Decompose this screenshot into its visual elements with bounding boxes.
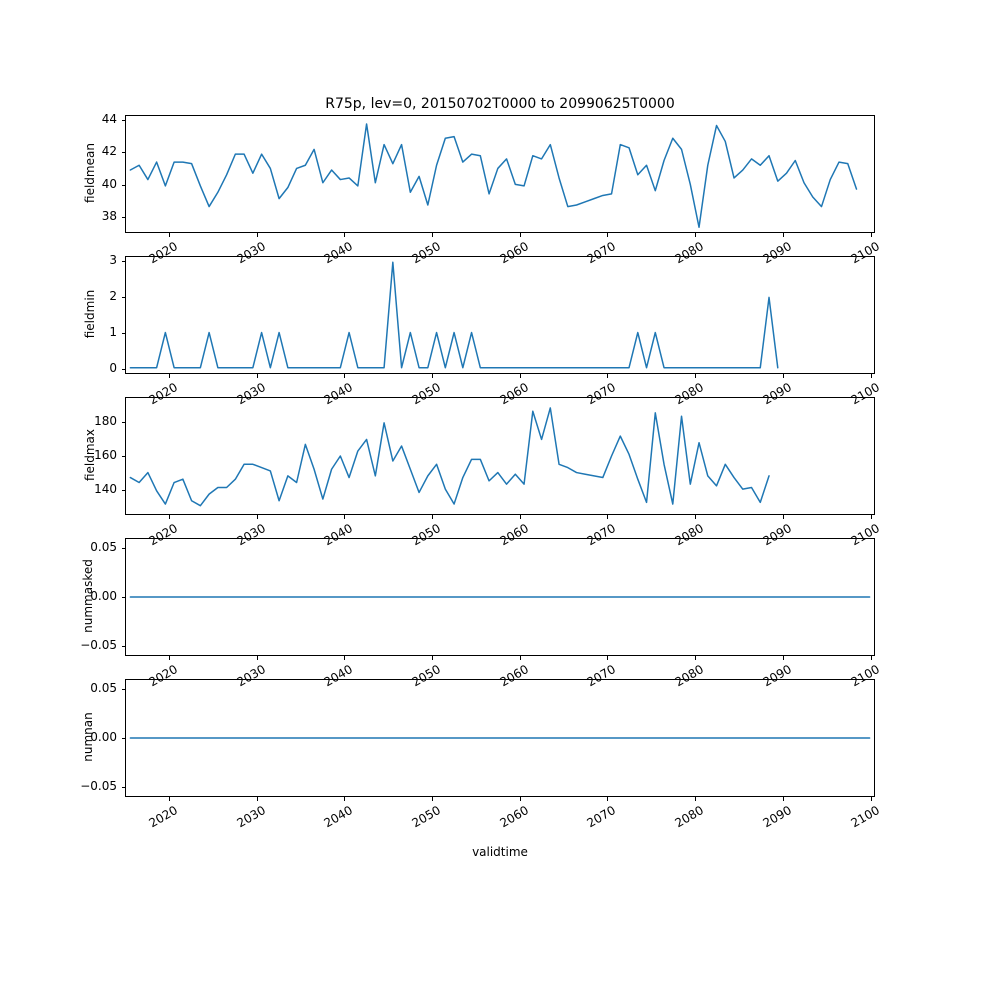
xtick-mark — [169, 233, 170, 237]
xtick-label: 2100 — [848, 662, 882, 690]
xtick-mark — [257, 374, 258, 378]
ytick-mark — [122, 597, 126, 598]
ytick-label-fieldmean: 38 — [101, 208, 117, 223]
ytick-mark — [122, 456, 126, 457]
ytick-mark — [122, 490, 126, 491]
xtick-mark — [607, 797, 608, 801]
xtick-label: 2060 — [497, 803, 531, 831]
xtick-label: 2020 — [146, 662, 180, 690]
xtick-mark — [344, 656, 345, 660]
ytick-mark — [122, 261, 126, 262]
xtick-mark — [695, 374, 696, 378]
ytick-label-fieldmax: 140 — [94, 481, 117, 496]
ylabel-fieldmean: fieldmean — [83, 143, 97, 203]
ytick-label-fieldmean: 42 — [101, 144, 117, 159]
ytick-label-nummasked: 0.05 — [90, 539, 117, 554]
xtick-label: 2050 — [409, 239, 444, 267]
xtick-mark — [607, 656, 608, 660]
xtick-mark — [871, 797, 872, 801]
ytick-label-numnan: −0.05 — [80, 779, 117, 794]
ytick-mark — [122, 152, 126, 153]
xtick-mark — [169, 656, 170, 660]
xtick-mark — [257, 233, 258, 237]
subplot-nummasked — [125, 538, 875, 656]
xtick-label: 2040 — [321, 380, 356, 408]
xtick-label: 2070 — [584, 662, 619, 690]
xtick-label: 2060 — [497, 239, 531, 267]
ytick-mark — [122, 646, 126, 647]
xtick-label: 2070 — [584, 239, 619, 267]
ylabel-fieldmax: fieldmax — [83, 428, 97, 482]
xtick-mark — [432, 374, 433, 378]
ytick-label-numnan: 0.05 — [90, 680, 117, 695]
xtick-mark — [607, 374, 608, 378]
ytick-mark — [122, 422, 126, 423]
xtick-mark — [783, 656, 784, 660]
xtick-label: 2020 — [146, 803, 180, 831]
ytick-mark — [122, 120, 126, 121]
xtick-mark — [695, 233, 696, 237]
ytick-label-fieldmin: 0 — [109, 360, 117, 375]
xtick-mark — [607, 233, 608, 237]
ytick-mark — [122, 333, 126, 334]
xtick-label: 2070 — [584, 521, 619, 549]
xtick-mark — [871, 515, 872, 519]
xtick-mark — [169, 797, 170, 801]
series-line-fieldmax — [130, 408, 769, 506]
xtick-label: 2080 — [672, 662, 707, 690]
xtick-label: 2020 — [146, 380, 180, 408]
xtick-mark — [871, 656, 872, 660]
xtick-mark — [520, 656, 521, 660]
xtick-mark — [520, 515, 521, 519]
subplot-numnan-plot — [126, 680, 874, 796]
xtick-mark — [695, 515, 696, 519]
xtick-label: 2080 — [672, 380, 707, 408]
xtick-label: 2050 — [409, 662, 444, 690]
xtick-label: 2060 — [497, 662, 531, 690]
xtick-label: 2070 — [584, 380, 619, 408]
xtick-mark — [432, 233, 433, 237]
xtick-label: 2030 — [234, 380, 268, 408]
xtick-label: 2090 — [760, 803, 794, 831]
subplot-fieldmax-plot — [126, 398, 874, 514]
xtick-label: 2050 — [409, 380, 444, 408]
xtick-mark — [257, 515, 258, 519]
xtick-label: 2020 — [146, 521, 180, 549]
xtick-mark — [695, 656, 696, 660]
chart-title: R75p, lev=0, 20150702T0000 to 20990625T0000 — [325, 96, 675, 112]
xtick-mark — [520, 233, 521, 237]
ylabel-nummasked: nummasked — [81, 559, 95, 633]
xtick-mark — [520, 374, 521, 378]
subplot-fieldmin — [125, 256, 875, 374]
xtick-mark — [783, 233, 784, 237]
xtick-mark — [871, 374, 872, 378]
xtick-label: 2080 — [672, 521, 707, 549]
ytick-mark — [122, 787, 126, 788]
xtick-label: 2090 — [760, 239, 794, 267]
xtick-mark — [695, 797, 696, 801]
ytick-mark — [122, 689, 126, 690]
xtick-mark — [257, 656, 258, 660]
xtick-mark — [169, 374, 170, 378]
ytick-mark — [122, 217, 126, 218]
xtick-label: 2090 — [760, 380, 794, 408]
xtick-label: 2030 — [234, 662, 268, 690]
xtick-label: 2020 — [146, 239, 180, 267]
xtick-label: 2040 — [321, 239, 356, 267]
ytick-label-fieldmean: 40 — [101, 176, 117, 191]
xtick-label: 2040 — [321, 662, 356, 690]
xtick-label: 2080 — [672, 239, 707, 267]
ytick-label-numnan: 0.00 — [90, 730, 117, 744]
ytick-label-fieldmin: 2 — [109, 289, 117, 304]
ytick-label-nummasked: −0.05 — [80, 638, 117, 653]
xtick-label: 2070 — [584, 803, 619, 831]
ytick-label-fieldmin: 1 — [109, 324, 117, 339]
subplot-fieldmax — [125, 397, 875, 515]
ytick-mark — [122, 548, 126, 549]
xtick-mark — [432, 515, 433, 519]
xtick-mark — [783, 797, 784, 801]
ytick-label-nummasked: 0.00 — [90, 589, 117, 603]
ytick-label-fieldmin: 3 — [109, 253, 117, 268]
xtick-mark — [783, 374, 784, 378]
subplot-numnan — [125, 679, 875, 797]
xtick-label: 2030 — [234, 521, 268, 549]
xtick-mark — [871, 233, 872, 237]
xtick-mark — [344, 233, 345, 237]
ylabel-numnan: numnan — [81, 712, 95, 762]
xtick-mark — [344, 515, 345, 519]
subplot-fieldmean-plot — [126, 116, 874, 232]
xtick-label: 2090 — [760, 521, 794, 549]
ytick-label-fieldmean: 44 — [101, 111, 117, 126]
xtick-label: 2060 — [497, 380, 531, 408]
xtick-label: 2100 — [848, 239, 882, 267]
xtick-label: 2030 — [234, 803, 268, 831]
xtick-label: 2030 — [234, 239, 268, 267]
ytick-mark — [122, 185, 126, 186]
ytick-label-fieldmax: 160 — [94, 448, 117, 462]
xtick-label: 2090 — [760, 662, 794, 690]
ytick-mark — [122, 369, 126, 370]
xtick-mark — [169, 515, 170, 519]
series-line-fieldmin — [130, 262, 777, 367]
xtick-label: 2040 — [321, 803, 356, 831]
xtick-mark — [783, 515, 784, 519]
xtick-label: 2040 — [321, 521, 356, 549]
subplot-fieldmean — [125, 115, 875, 233]
subplot-nummasked-plot — [126, 539, 874, 655]
xtick-label: 2050 — [409, 521, 444, 549]
xtick-label: 2060 — [497, 521, 531, 549]
xtick-mark — [432, 656, 433, 660]
xtick-label: 2050 — [409, 803, 444, 831]
xtick-label: 2100 — [848, 521, 882, 549]
xtick-mark — [432, 797, 433, 801]
subplot-fieldmin-plot — [126, 257, 874, 373]
ytick-mark — [122, 297, 126, 298]
xtick-mark — [257, 797, 258, 801]
xtick-mark — [344, 374, 345, 378]
xtick-label: 2080 — [672, 803, 707, 831]
xtick-label: 2100 — [848, 803, 882, 831]
xtick-mark — [520, 797, 521, 801]
ytick-label-fieldmax: 180 — [94, 414, 117, 429]
ylabel-fieldmin: fieldmin — [83, 289, 97, 339]
xtick-mark — [344, 797, 345, 801]
xtick-label: 2100 — [848, 380, 882, 408]
ytick-mark — [122, 738, 126, 739]
series-line-fieldmean — [130, 124, 856, 227]
xtick-mark — [607, 515, 608, 519]
xlabel: validtime — [472, 845, 528, 859]
